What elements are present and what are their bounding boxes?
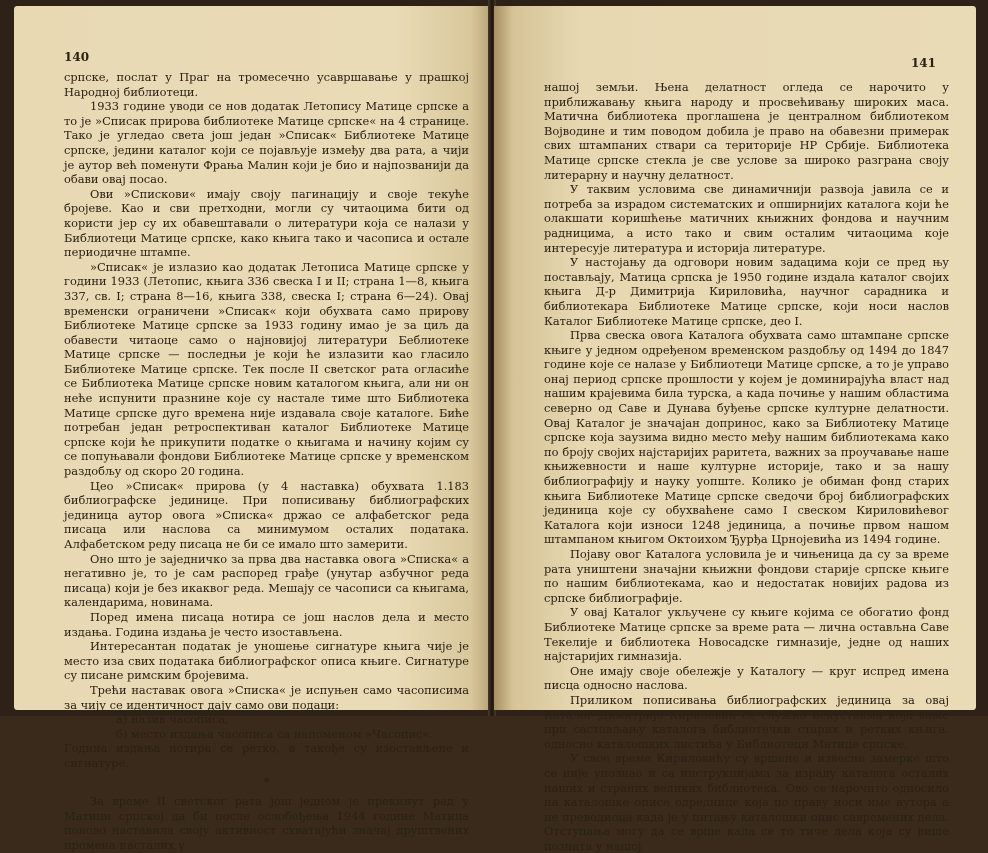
page-number-left: 140	[64, 50, 90, 64]
paragraph: У настојању да одговори новим задацима који се пред њу постављају, Матица српска је 1950 године издала каталог својих књига Д-р Димитрија Кириловића, научног сарадника и библиотекара Библиотеке Матице српске, који носи наслов Каталог Библиотеке Матице српске, део I.	[544, 255, 949, 328]
paragraph: Цео »Списак« прирова (у 4 наставка) обухвата 1.183 библиографске јединице. При пописивању библиографских јединица аутор овога »Списка« држао се алфабетског реда писаца или наслова са минимумом осталих података. Алфабетском реду писаца не би се имало што замерити.	[64, 478, 469, 551]
paragraph: У овај Каталог укључене су књиге којима се обогатио фонд Библиотеке Матице српске за време рата — лична остављна Саве Текелије и библиотека Новосадске гимназије, једне од наших најстаријих гимназија.	[544, 605, 949, 664]
paragraph: 1933 године уводи се нов додатак Летопису Матице српске а то је »Списак прирова библиотеке Матице српске« на 4 странице. Тако је угледао света још један »Списак« Библиотеке Матице српске, једини каталог који се појављује између два рата, а чији је аутор већ поменути Фрања Малин који је био и најпозванији да обави овај посао.	[64, 99, 469, 187]
list-item: б) место издања часописа са напоменом »Часопис«.	[116, 726, 434, 741]
paragraph: Оно што је заједничко за прва два наставка овога »Списка« а негативно је, то је сам распоред грађе (унутар азбучног реда писаца) који је без икаквог реда. Мешају се часописи са књигама, календарима, новинама.	[64, 551, 469, 610]
paragraph: Интересантан податак је уношење сигнатуре књига чије је место иза свих података библиографског описа књиге. Сигнатуре су писане римским бројевима.	[64, 639, 469, 683]
left-page	[14, 6, 490, 852]
paragraph: »Списак« је излазио као додатак Летописа Матице српске у години 1933 (Летопис, књига 336 свеска I и II; страна 1—8, књига 337, св. I; страна 8—16, књига 338, свеска I; страна 6—24). Овај временски ограничени »Списак« који обухвата само прирову Библиотеке Матице српске за 1933 годину имао је за циљ да обавести читаоце само о најновијој литератури Беблиотеке Матице српске — последњи је који ће излазити као гласило Библиотеке Матице српске. Тек после II светског рата огласиће се Библиотека Матице српске новим каталогом књига, али ни он неће испунити празнине које су настале тиме што Библиотека Матице српске дуго времена није издавала своје каталоге. Биће потребан један ретроспективан каталог Библиотеке Матице српске који ће прикупити податке о књигама и начину којим су се попуњавали фондови Библиотеке Матице српске у временском раздобљу од скоро 20 година.	[64, 259, 469, 479]
paragraph: српске, послат у Праг на тромесечно усавршавање у прашкој Народној библиотеци.	[64, 70, 469, 99]
paragraph: У таквим условима све динамичнији развоја јавила се и потреба за израдом систематских и опширнијих каталога који ће олакшати коришћење матичних књижних фондова и научним радницима, а исто тако и свим осталим читаоцима које интересује литература и историја литературе.	[544, 182, 949, 255]
paragraph: нашој земљи. Њена делатност огледа се нарочито у приближавању књига народу и просвећивању широких маса. Матична библиотека проглашена је централном библиотеком Војводине и тим поводом добила је право на обавезни примерак свих штампаних ствари са територије НР Србије. Библиотека Матице српске стекла је све услове за широко разграна своју литерарну и научну делатност.	[544, 80, 949, 182]
section-separator: *	[263, 774, 270, 789]
paragraph: Појаву овог Каталога условила је и чињеница да су за време рата уништени значајни књижни фондови старије српске књиге по нашим библиотекама, као и недостатак новијих радова из српске библиографије.	[544, 547, 949, 605]
paragraph: Трећи наставак овога »Списка« је испуњен само часописима за чију се идентичност дају само ови подаци:	[64, 682, 469, 712]
paragraph: У свое време Кириловићу су вршене и извесне замерке што се није упознао и са инструкцијама за израду каталога осталих наших и страних великих библиотека. Ово се нарочито односило на каталошке описе одреднице која по праву носи име аутора а не преводиоца када је у питању каталошки опис савремених дела. Отступања могу да се врше када се то тиче дела која су више позната у нашој	[544, 751, 949, 853]
paragraph: За време II светског рата још једном је прекинут рад у Матици српској да би после ослобођења 1944 године Матица поново наставила своју активност схватајући значај друштвених промена насталих у	[64, 794, 469, 852]
paragraph: Поред имена писаца нотира се још наслов дела и место издања. Година издања је често изостављена.	[64, 609, 469, 639]
paragraph: Приликом пописивања библиографских јединица за овај Каталог Димитрије Кириловић се служио искуствима која важе при састављању каталога библиотечки старих и ретких књига. односно каталошких листића у Библиотеци Матице српске.	[544, 692, 949, 751]
paragraph: Година издања нотира се ретко, а такође су изостављене и сигнатуре.	[64, 741, 469, 770]
paragraph: Ови »Спискови« имају своју пагинацију и своје текуће бројеве. Као и сви претходни, могли су читаоцима бити од користи јер су их обавештавали о литератури која се налази у Библиотеци Матице српске, како књига тако и часописа и остале периодичне штампе.	[64, 186, 469, 260]
list-item: а) назив часописа,	[116, 712, 229, 727]
right-page	[494, 6, 976, 853]
left-page-text	[64, 70, 469, 852]
paragraph: Оне имају своје обележје у Каталогу — круг испред имена писца односно наслова.	[544, 663, 949, 693]
right-page-text	[544, 80, 949, 853]
page-number-right: 141	[910, 56, 936, 70]
paragraph: Прва свеска овога Каталога обухвата само штампане српске књиге у једном одређеном временском раздобљу од 1494 до 1847 године које се налазе у Библиотеци Матице српске, а то је управо онај период српске прошлости у којем је доминирајућа власт над нашим крајевима била турска, а када почиње у нашим областима северно од Саве и Дунава буђење српске културне делатности. Овај Каталог је значајан допринос, како за Библиотеку Матице српске која заузима видно место међу нашим библиотекама како по броју својих најстаријих раритета, важних за проучавање наше књижевности и наше културне историје, тако и за нашу библиографију и науку уопште. Колико је обиман фонд старих књига Библиотеке Матице српске сведочи број библиографских јединица које су обухваћене само I свеском Кириловићевог Каталога који износи 1248 јединица, а почиње првом нашом штампаном књигом Октоихом Ђурђа Црнојевића из 1494 године.	[544, 328, 949, 547]
